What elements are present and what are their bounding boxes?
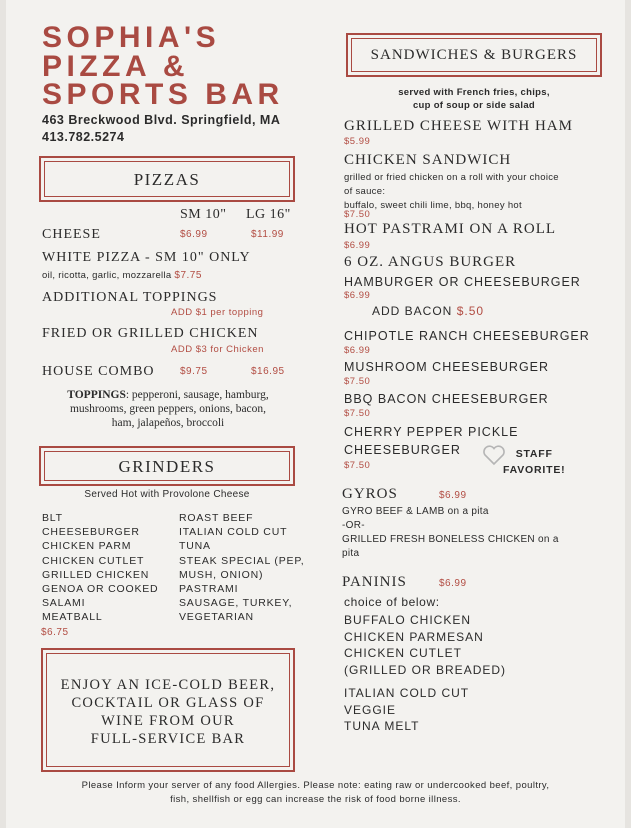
- panini-item: VEGGIE: [344, 702, 397, 717]
- pizzas-title: PIZZAS: [133, 170, 201, 189]
- chicken-sandwich-name: CHICKEN SANDWICH: [344, 152, 512, 168]
- grinder-item: CHICKEN CUTLET: [42, 554, 145, 567]
- chicken-sandwich-price: $7.50: [344, 209, 371, 220]
- phone: 413.782.5274: [42, 130, 125, 144]
- toppings-list-3: ham, jalapeños, broccoli: [111, 417, 225, 429]
- grilled-cheese-name: GRILLED CHEESE WITH HAM: [344, 118, 573, 134]
- sandwiches-sub-2: cup of soup or side salad: [412, 99, 536, 111]
- bar-line-3: WINE FROM OUR: [101, 713, 235, 729]
- grinders-header-box: [39, 446, 295, 486]
- sandwiches-title: SANDWICHES & BURGERS: [370, 47, 578, 63]
- pastrami-name: HOT PASTRAMI ON A ROLL: [344, 221, 557, 237]
- allergy-footer: [6, 779, 625, 807]
- grinder-item: SAUSAGE, TURKEY,: [179, 597, 293, 610]
- white-pizza-name: WHITE PIZZA - SM 10" ONLY: [42, 250, 251, 265]
- gyros-line-2: -OR-: [342, 520, 365, 531]
- panini-item: ITALIAN COLD CUT: [344, 686, 470, 700]
- house-combo-name: HOUSE COMBO: [42, 364, 155, 379]
- paninis-title: PANINIS: [342, 574, 407, 590]
- address: 463 Breckwood Blvd. Springfield, MA: [42, 113, 281, 127]
- grinder-item: STEAK SPECIAL (PEP,: [179, 554, 305, 567]
- toppings-list-1: : pepperoni, sausage, hamburg,: [125, 389, 269, 401]
- house-combo-lg-price: $16.95: [251, 366, 285, 377]
- pizzas-header-box: [39, 156, 295, 202]
- size-sm-header: SM 10": [180, 207, 227, 222]
- bbq-price: $7.50: [344, 408, 371, 419]
- gyros-title: GYROS: [342, 486, 398, 502]
- white-pizza-price: $7.75: [174, 270, 202, 281]
- grinder-item: GRILLED CHICKEN: [42, 568, 150, 581]
- grinder-item: TUNA: [179, 540, 211, 553]
- panini-item: BUFFALO CHICKEN: [344, 613, 472, 627]
- grinders-subtitle: Served Hot with Provolone Cheese: [84, 489, 250, 500]
- white-pizza-desc-row: [42, 270, 202, 281]
- add-bacon-label: ADD BACON: [372, 304, 453, 318]
- cherry-name-1: CHERRY PEPPER PICKLE: [344, 425, 519, 439]
- chicken-desc-3: buffalo, sweet chili lime, bbq, honey hot: [344, 200, 522, 211]
- grinder-item: ITALIAN COLD CUT: [179, 526, 288, 539]
- chipotle-price: $6.99: [344, 345, 371, 356]
- toppings-list: [42, 388, 294, 430]
- gyros-line-1: GYRO BEEF & LAMB on a pita: [342, 506, 489, 517]
- restaurant-name: [42, 21, 284, 111]
- grinders-column-2: [179, 511, 305, 625]
- sandwiches-subtitle: [346, 87, 602, 112]
- paninis-list-1: [344, 612, 506, 678]
- chicken-topping-name: FRIED OR GRILLED CHICKEN: [42, 326, 259, 341]
- grinder-item: MUSH, ONION): [179, 568, 264, 581]
- toppings-label: TOPPINGS: [67, 389, 126, 401]
- panini-item: (GRILLED OR BREADED): [344, 662, 507, 677]
- grinders-title: GRINDERS: [118, 457, 216, 476]
- grinder-item: PASTRAMI: [179, 583, 239, 596]
- sandwiches-sub-1: served with French fries, chips,: [398, 87, 550, 98]
- pastrami-price: $6.99: [344, 240, 371, 251]
- footer-line-2: fish, shellfish or egg can increase the risk of food borne illness.: [170, 794, 461, 805]
- panini-item: CHICKEN PARMESAN: [344, 629, 484, 644]
- paninis-price: $6.99: [439, 578, 467, 589]
- grinder-item: BLT: [42, 512, 63, 524]
- grinders-column-1: [42, 511, 158, 625]
- grinder-item: GENOA OR COOKED: [42, 583, 159, 596]
- paninis-choice: choice of below:: [344, 595, 440, 609]
- paninis-list-2: [344, 685, 469, 735]
- gyros-price: $6.99: [439, 490, 467, 501]
- hamburger-name: HAMBURGER OR CHEESEBURGER: [344, 275, 581, 289]
- grinder-item: VEGETARIAN: [179, 611, 254, 624]
- chipotle-name: CHIPOTLE RANCH CHEESEBURGER: [344, 329, 590, 343]
- cherry-name-2: CHEESEBURGER: [344, 443, 461, 457]
- chicken-topping-note: ADD $3 for Chicken: [171, 344, 264, 355]
- toppings-name: ADDITIONAL TOPPINGS: [42, 290, 218, 305]
- bar-line-1: ENJOY AN ICE-COLD BEER,: [60, 677, 276, 693]
- toppings-list-2: mushrooms, green peppers, onions, bacon,: [69, 403, 267, 415]
- staff-favorite: [503, 446, 565, 478]
- bar-promo-box: [41, 648, 295, 772]
- add-bacon-row: [372, 304, 484, 318]
- gyros-line-4: pita: [342, 548, 360, 559]
- bbq-name: BBQ BACON CHEESEBURGER: [344, 392, 549, 406]
- bar-line-4: FULL-SERVICE BAR: [90, 731, 246, 747]
- grinder-item: MEATBALL: [42, 611, 103, 624]
- chicken-desc-1: grilled or fried chicken on a roll with your choice: [344, 172, 559, 183]
- hamburger-price: $6.99: [344, 290, 371, 301]
- chicken-sandwich-desc: [344, 171, 559, 213]
- panini-item: CHICKEN CUTLET: [344, 646, 463, 660]
- chicken-desc-2: of sauce:: [344, 186, 386, 197]
- cheese-lg-price: $11.99: [251, 229, 284, 240]
- cheese-sm-price: $6.99: [180, 229, 208, 240]
- grinders-price: $6.75: [41, 627, 69, 638]
- cheese-pizza-name: CHEESE: [42, 227, 101, 242]
- name-line-2: PIZZA &: [42, 49, 190, 83]
- name-line-1: SOPHIA'S: [42, 21, 221, 54]
- grinder-item: CHICKEN PARM: [42, 540, 132, 553]
- angus-burger-name: 6 OZ. ANGUS BURGER: [344, 254, 517, 270]
- footer-line-1: Please Inform your server of any food Allergies. Please note: eating raw or undercooked beef, poultry,: [81, 780, 550, 791]
- menu-page: [6, 0, 625, 828]
- size-lg-header: LG 16": [246, 207, 291, 222]
- staff-favorite-1: STAFF: [515, 448, 553, 460]
- cherry-price: $7.50: [344, 460, 371, 471]
- name-line-3: SPORTS BAR: [42, 78, 284, 111]
- sandwiches-header-box: [346, 33, 602, 77]
- toppings-note: ADD $1 per topping: [171, 307, 264, 318]
- grilled-cheese-price: $5.99: [344, 136, 371, 147]
- white-pizza-desc: oil, ricotta, garlic, mozzarella: [42, 270, 172, 281]
- grinder-item: CHEESEBURGER: [42, 526, 140, 539]
- staff-favorite-2: FAVORITE!: [503, 464, 566, 476]
- panini-item: TUNA MELT: [344, 719, 420, 733]
- gyros-line-3: GRILLED FRESH BONELESS CHICKEN on a: [342, 534, 559, 545]
- grinder-item: ROAST BEEF: [179, 512, 254, 524]
- gyros-desc: [342, 505, 559, 561]
- mushroom-name: MUSHROOM CHEESEBURGER: [344, 360, 550, 374]
- mushroom-price: $7.50: [344, 376, 371, 387]
- add-bacon-price: $.50: [456, 304, 485, 318]
- bar-promo-text: [43, 676, 293, 748]
- house-combo-sm-price: $9.75: [180, 366, 208, 377]
- grinder-item: SALAMI: [42, 597, 86, 610]
- bar-line-2: COCKTAIL OR GLASS OF: [71, 695, 265, 711]
